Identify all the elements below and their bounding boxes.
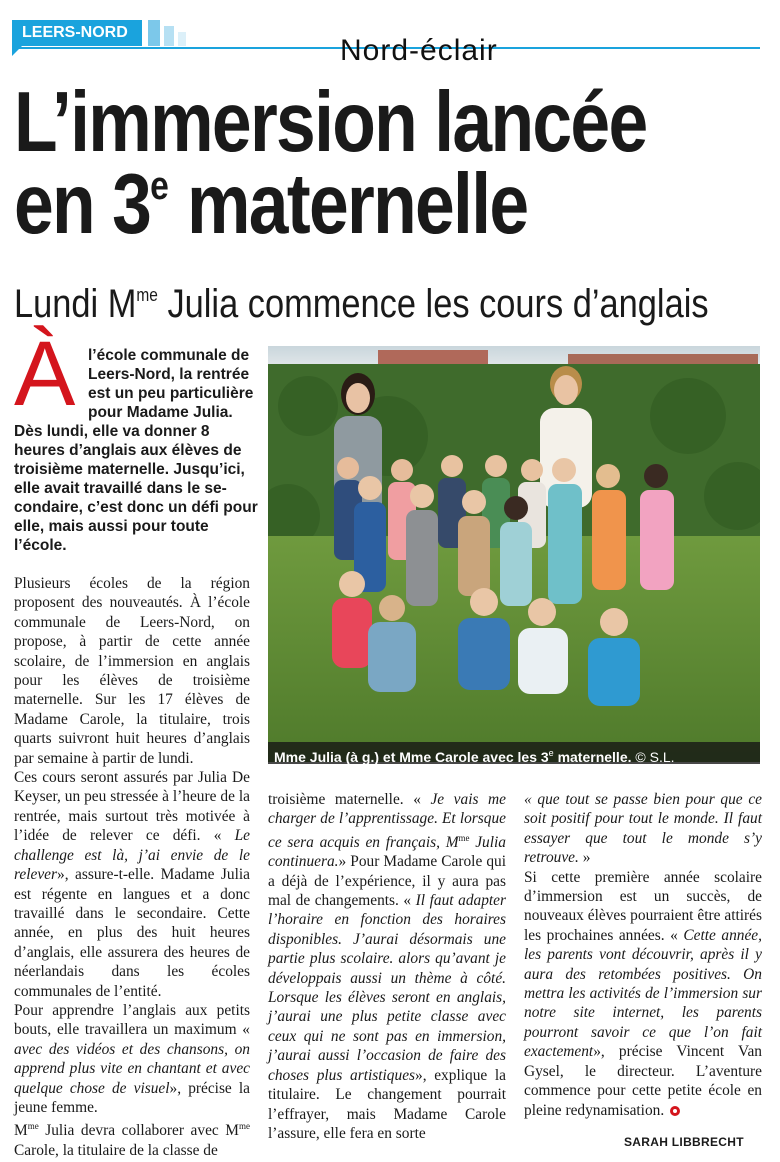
paragraph: Plusieurs écoles de la région proposent des nouveautés. À l’école communale de Leers-Nord, on propose, à partir de cette année scolaire, de l’immersion en anglais pour les élèves de troisième maternelle. Sur les 17 élèves de Madame Carole, la titulaire, trois quarts suivront huit heures d’anglais par semaine à partir de lundi.	[14, 575, 250, 767]
section-tab-square	[148, 20, 160, 46]
chapeau-line: condaire, c’est donc un défi pour	[14, 499, 258, 516]
headline-line-2	[14, 157, 528, 252]
headline-text: maternelle	[168, 157, 528, 252]
subheadline	[14, 284, 709, 324]
headline-text: en 3	[14, 157, 151, 252]
chapeau-line: elle, mais aussi pour toute	[14, 518, 209, 535]
subheadline-superscript: me	[136, 285, 158, 305]
section-tab-square	[178, 32, 186, 46]
chapeau-line: Leers-Nord, la rentrée	[88, 366, 250, 383]
paragraph	[524, 868, 762, 1120]
chapeau-line: Dès lundi, elle va donner 8	[14, 423, 210, 440]
end-of-article-icon	[670, 1106, 680, 1116]
paragraph	[14, 1117, 250, 1160]
headline-line-1: L’immersion lancée	[14, 75, 647, 170]
quote: Il faut adapter l’horaire en fonction des horaires disponibles. J’aurai désormais une partie plus scolaire. alors qu’avant je développais aussi un thème à côté. Lorsque les élèves seront en anglais, j’aurai une plus petite classe avec ceux qui ne sont pas en immersion, j’aurai aussi l’occasion de faire des choses plus artistiques	[268, 892, 506, 1084]
article-column-3	[524, 790, 762, 1120]
chapeau-line: troisième maternelle. Jusqu’ici,	[14, 461, 245, 478]
chapeau-line: pour Madame Julia.	[88, 404, 233, 421]
text: Si cette première année scolaire d’immersion est un succès, de nouveaux élèves pourraient être attirés les prochaines années. «	[524, 868, 762, 944]
quote: Julia continuera.	[268, 833, 506, 871]
subheadline-text: Lundi M	[14, 282, 137, 326]
text: Carole, la titulaire de la classe de	[14, 1141, 218, 1159]
chapeau-line: elle avait travaillé dans le se-	[14, 480, 227, 497]
text: » Pour Madame Carole qui a déjà de l’expérience, il y aura pas mal de changements. «	[268, 853, 506, 910]
caption-text: maternelle.	[553, 749, 632, 765]
quote: « que tout se passe bien pour que ce soit positif pour tout le monde. Il faut essayer que tout le monde s’y retrouve.	[524, 791, 762, 867]
byline: SARAH LIBBRECHT	[624, 1135, 744, 1149]
superscript: me	[27, 1121, 39, 1132]
paragraph	[268, 790, 506, 1143]
chapeau-line: l’école communale de	[88, 347, 250, 364]
article-column-1	[14, 574, 250, 1160]
section-tab-square	[164, 26, 174, 46]
drop-cap: À	[14, 323, 76, 425]
text: troisième maternelle. «	[268, 791, 421, 808]
text: Pour apprendre l’anglais aux petits bouts, elle travaillera un maximum «	[14, 1001, 250, 1039]
paragraph	[524, 790, 762, 868]
text: Ces cours seront assurés par Julia De Keyser, un peu stressée à l’heure de la rentrée, mais surtout très motivée à l’idée de relever ce défi. «	[14, 769, 250, 845]
quote: avec des vidéos et des chansons, on apprend plus vite en chantant et avec quelque chose de visuel	[14, 1040, 250, 1097]
chapeau-line: est un peu particulière	[88, 385, 254, 402]
quote: Le challenge est là, j’ai envie de le relever	[14, 827, 250, 884]
photo-credit: © S.L.	[635, 749, 675, 765]
superscript: me	[458, 832, 470, 843]
paragraph	[14, 1001, 250, 1117]
text: Julia devra collaborer avec M	[38, 1122, 239, 1140]
headline-superscript: e	[150, 164, 169, 208]
chapeau-line: heures d’anglais aux élèves de	[14, 442, 242, 459]
superscript: me	[239, 1121, 250, 1132]
newspaper-brand: Nord-éclair	[340, 34, 498, 67]
section-label: LEERS-NORD	[12, 20, 142, 46]
caption-text: Mme Julia (à g.) et Mme Carole avec les 3	[274, 749, 549, 765]
photo-caption	[268, 742, 760, 764]
text: », assure-t-elle. Madame Julia est régente en langues et a donc travaillé dans le secondaire. Cette année, en plus des huit heures d’anglais, elle assurera des heures de néerlandais dans les écoles communales de l’entité.	[14, 866, 250, 1000]
quote: Je vais me charger de l’apprentissage. Et lorsque ce sera acquis en français, M	[268, 791, 506, 851]
paragraph	[14, 768, 250, 1001]
text: », précise Vincent Van Gysel, le directeur. L’aventure commence pour cette petite école en pleine redynamisation.	[524, 1043, 762, 1119]
article-column-2	[268, 790, 506, 1143]
text: », précise la jeune femme.	[14, 1079, 250, 1116]
subheadline-text: Julia commence les cours d’anglais	[157, 282, 709, 326]
text: M	[14, 1122, 28, 1140]
chapeau-line: l’école.	[14, 537, 67, 554]
class-photo	[268, 346, 760, 762]
caption-superscript: e	[548, 748, 554, 758]
text: », explique la titulaire. Le changement pourrait l’effrayer, mais Madame Carole l’assure, elle fera en sorte	[268, 1066, 506, 1142]
text: »	[578, 849, 591, 867]
quote: Cette année, les parents vont découvrir, après il y aura des retombées positives. On mettra les activités de l’immersion sur notre site internet, les parents pourront savoir ce que l’on fait exactement	[524, 926, 762, 1061]
